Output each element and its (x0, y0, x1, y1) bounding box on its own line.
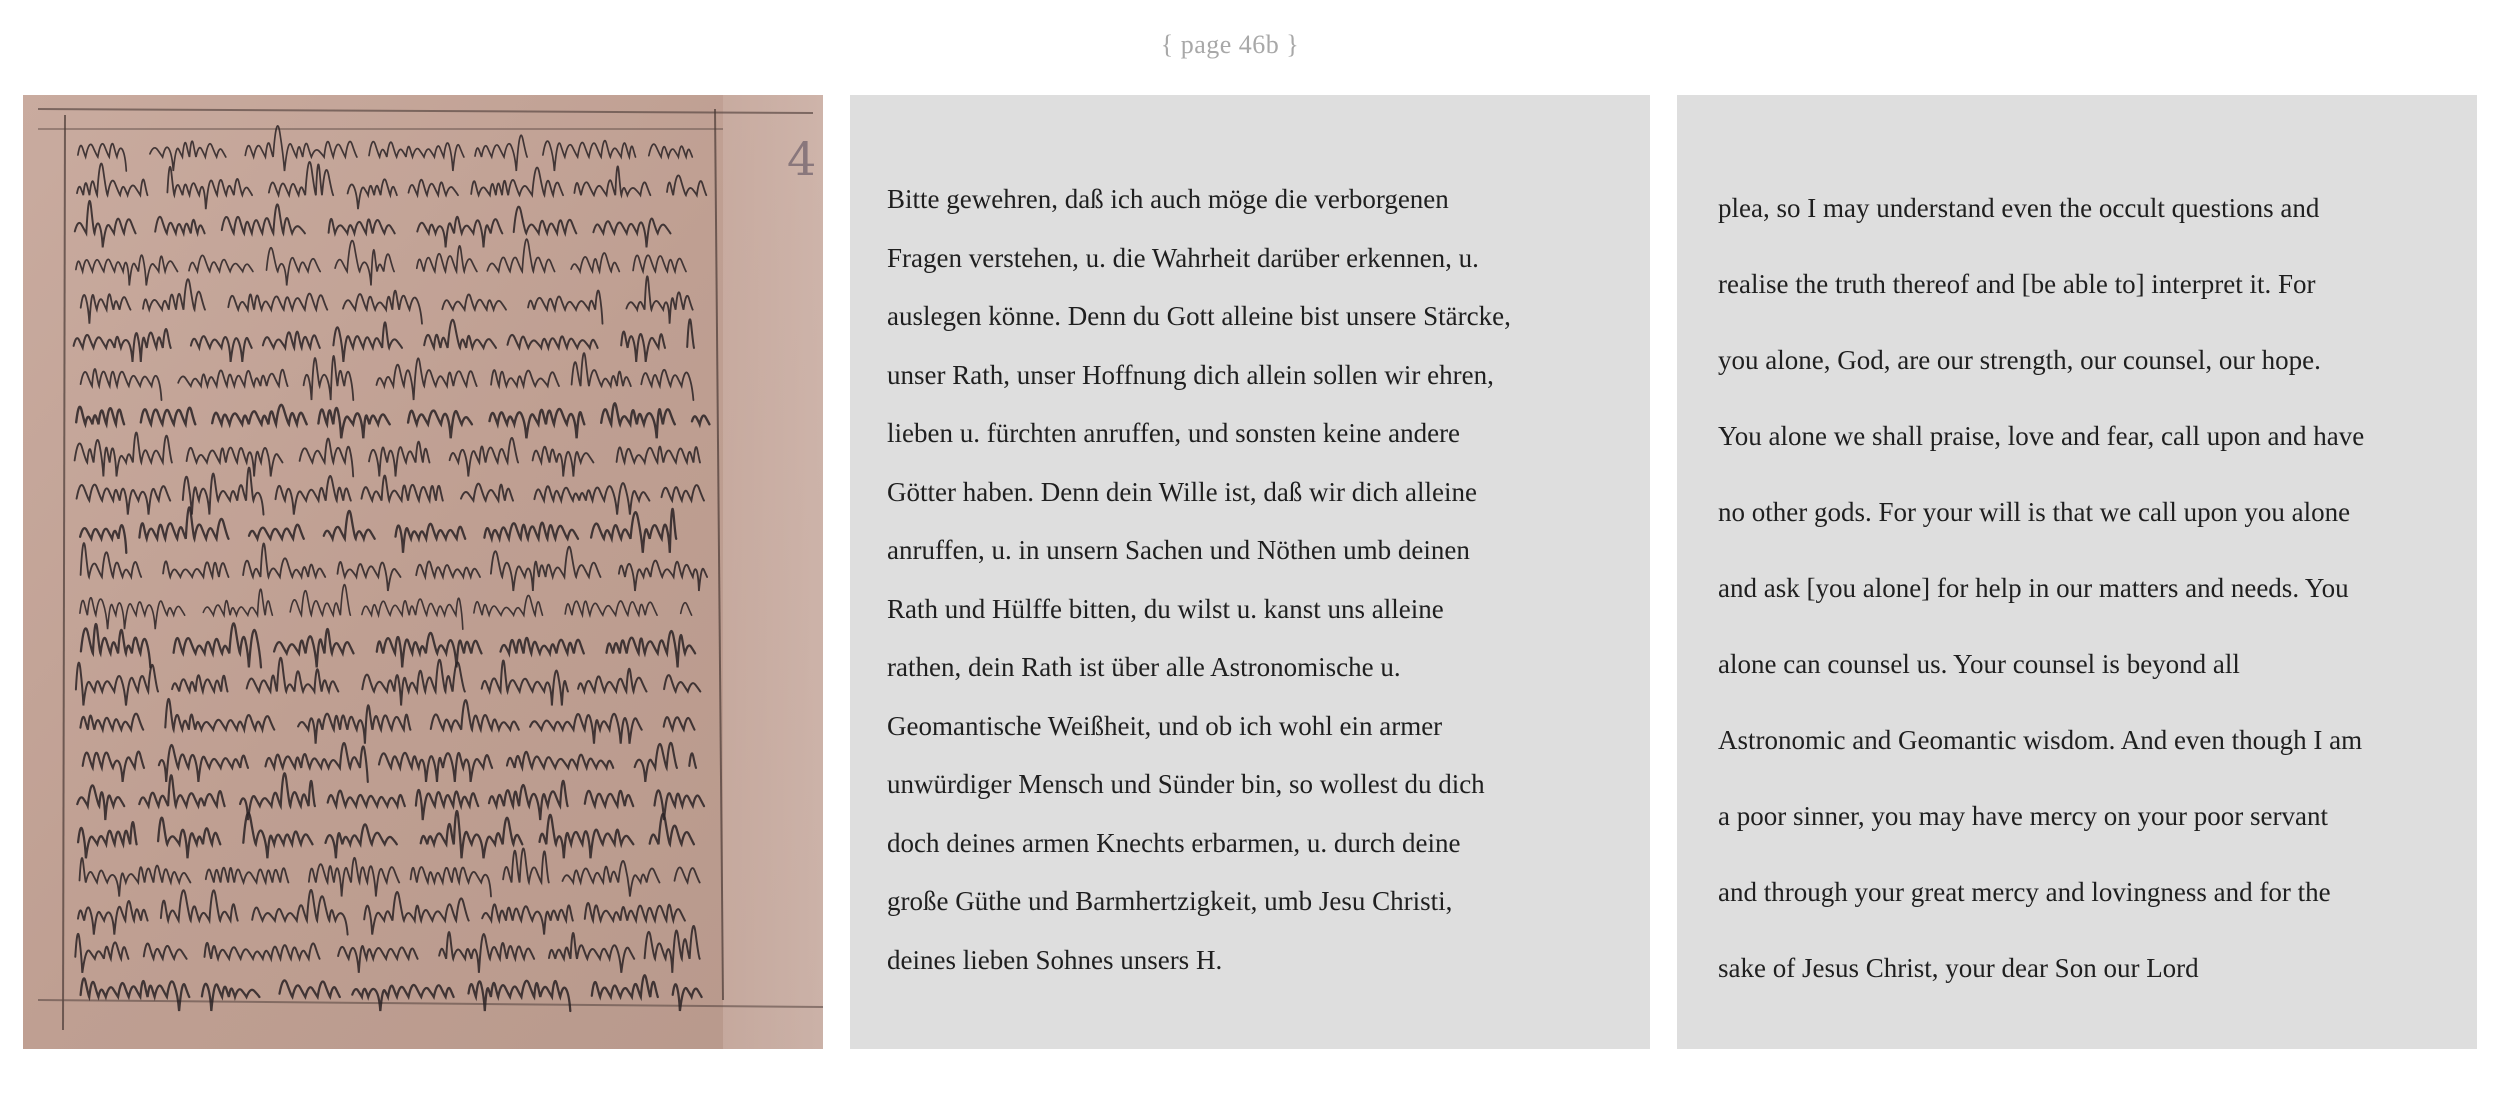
german-transcription-text (887, 170, 1610, 989)
german-line: doch deines armen Knechts erbarmen, u. durch deine (887, 827, 1461, 858)
german-line: lieben u. fürchten anruffen, und sonsten keine andere (887, 418, 1461, 448)
english-line: sake of Jesus Christ, your dear Son our Lord (1718, 953, 2199, 983)
paper-edge (723, 95, 823, 1049)
manuscript-scan-svg (23, 95, 823, 1049)
german-line: auslegen könne. Denn du Gott alleine bist unsere Stärcke, (887, 301, 1511, 331)
english-line: alone can counsel us. Your counsel is beyond all (1718, 649, 2240, 679)
page-label: { page 46b } (1160, 30, 1300, 59)
manuscript-scan-image (23, 95, 823, 1049)
english-line: Astronomic and Geomantic wisdom. And even though I am (1718, 725, 2363, 755)
english-line: realise the truth thereof and [be able to] interpret it. For (1718, 269, 2316, 299)
english-line: no other gods. For your will is that we call upon you alone (1718, 497, 2351, 527)
english-translation-panel (1677, 95, 2477, 1049)
german-line: Götter haben. Denn dein Wille ist, daß wir dich alleine (887, 476, 1477, 507)
english-line: and through your great mercy and lovingness and for the (1718, 877, 2331, 907)
manuscript-margin-mark: 4 (787, 132, 817, 186)
german-transcription-panel (850, 95, 1650, 1049)
german-line: Fragen verstehen, u. die Wahrheit darüber erkennen, u. (887, 242, 1479, 273)
english-line: plea, so I may understand even the occult questions and (1718, 193, 2320, 223)
german-line: Rath und Hülffe bitten, du wilst u. kanst uns alleine (887, 593, 1444, 624)
german-line: große Güthe und Barmhertzigkeit, umb Jesu Christi, (887, 886, 1453, 916)
english-line: a poor sinner, you may have mercy on your poor servant (1718, 801, 2328, 831)
german-line: Bitte gewehren, daß ich auch möge die verborgenen (887, 184, 1449, 214)
english-line: You alone we shall praise, love and fear, call upon and have (1718, 421, 2365, 451)
english-line: you alone, God, are our strength, our counsel, our hope. (1718, 345, 2321, 375)
german-line: unwürdiger Mensch und Sünder bin, so wollest du dich (887, 769, 1485, 799)
german-line: rathen, dein Rath ist über alle Astronomische u. (887, 652, 1401, 682)
english-line: and ask [you alone] for help in our matters and needs. You (1718, 573, 2349, 603)
english-translation-text (1718, 170, 2437, 1006)
german-line: deines lieben Sohnes unsers H. (887, 944, 1223, 975)
german-line: Geomantische Weißheit, und ob ich wohl ein armer (887, 710, 1443, 741)
german-line: unser Rath, unser Hoffnung dich allein sollen wir ehren, (887, 359, 1494, 390)
german-line: anruffen, u. in unsern Sachen und Nöthen umb deinen (887, 535, 1470, 565)
